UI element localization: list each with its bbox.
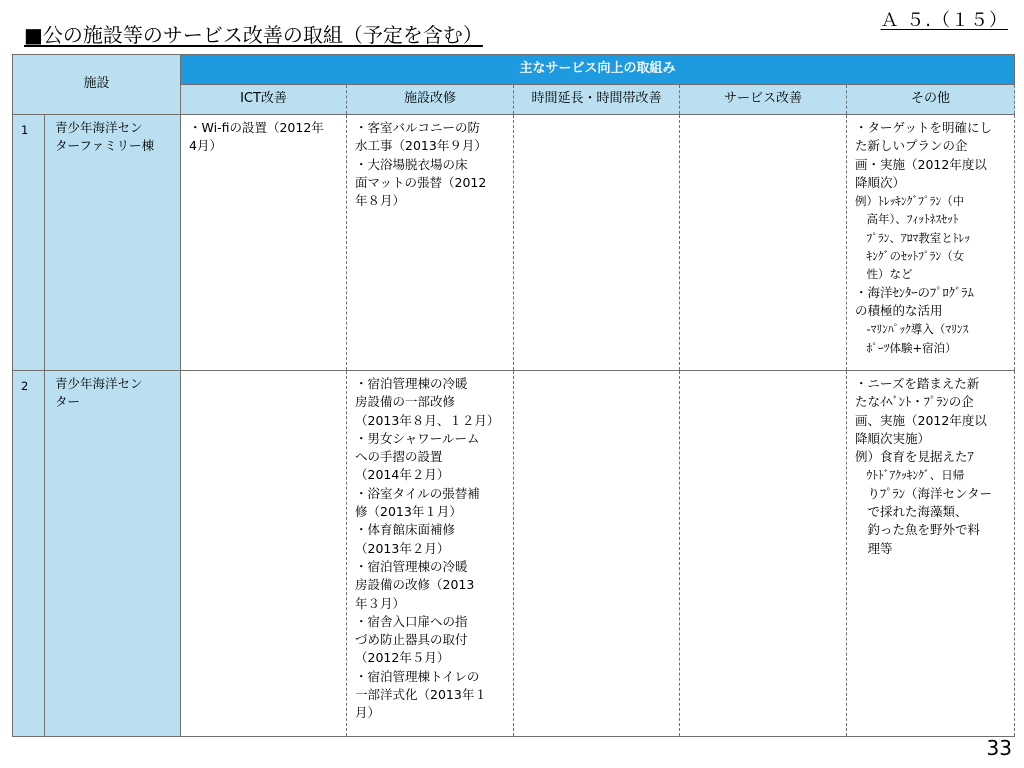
other-line: 降順次実施） xyxy=(855,430,931,446)
group-header: 主なサービス向上の取組み xyxy=(181,55,1015,85)
renovation-line: ・浴室タイルの張替補 xyxy=(355,485,480,501)
column-header-other: その他 xyxy=(847,85,1015,115)
renovation-line: ・大浴場脱衣場の床 xyxy=(355,156,468,172)
column-header-renovation: 施設改修 xyxy=(347,85,514,115)
service-improvement-table xyxy=(12,54,1015,737)
renovation-line: ・男女シャワールーム xyxy=(355,430,480,446)
other-line: ｷﾝｸﾞのｾｯﾄﾌﾟﾗﾝ（女 xyxy=(855,249,965,264)
other-line: 釣った魚を野外で料 xyxy=(855,522,981,538)
renovation-line: 月） xyxy=(355,705,381,721)
other-line: ﾌﾟﾗﾝ、ｱﾛﾏ教室とﾄﾚｯ xyxy=(855,230,971,245)
other-cell xyxy=(847,115,1015,371)
other-line: ｳﾄﾄﾞｱｸｯｷﾝｸﾞ、日帰 xyxy=(855,468,965,483)
table-row xyxy=(13,115,1015,371)
service-cell xyxy=(680,115,847,371)
page-title: ■公の施設等のサービス改善の取組（予定を含む） xyxy=(24,23,483,47)
other-line: ・ターゲットを明確にし xyxy=(855,120,993,135)
other-line: 画・実施（2012年度以 xyxy=(855,156,987,172)
other-line: 性）など xyxy=(855,267,913,282)
renovation-line: ・宿泊管理棟トイレの xyxy=(355,668,480,684)
renovation-line: づめ防止器具の取付 xyxy=(355,632,468,648)
renovation-line: 修（2013年１月） xyxy=(355,504,462,520)
other-line: -ﾏﾘﾝﾊﾟｯｸ導入（ﾏﾘﾝｽ xyxy=(855,322,969,337)
ict-line: 4月） xyxy=(189,138,222,154)
renovation-line: 年８月） xyxy=(355,193,406,209)
renovation-line: ・宿泊管理棟の冷暖 xyxy=(355,558,468,574)
renovation-line: ・客室バルコニーの防 xyxy=(355,120,481,135)
renovation-line: （2013年８月、１２月） xyxy=(355,412,500,428)
page-number: 33 xyxy=(986,736,1012,760)
other-line: 例）食育を見据えたｱ xyxy=(855,449,974,465)
other-line: ・ニーズを踏まえた新 xyxy=(855,376,980,391)
facility-header: 施設 xyxy=(13,55,181,115)
other-line: ﾎﾟｰﾂ体験+宿泊） xyxy=(855,340,957,355)
row-number: 1 xyxy=(13,115,45,371)
other-line: で採れた海藻類、 xyxy=(855,504,968,520)
other-line: 画、実施（2012年度以 xyxy=(855,412,987,428)
service-cell xyxy=(680,371,847,737)
hours-cell xyxy=(514,371,680,737)
renovation-line: （2013年２月） xyxy=(355,540,450,556)
other-line: 高年）、ﾌｨｯﾄﾈｽｾｯﾄ xyxy=(855,212,959,227)
renovation-line: 年３月） xyxy=(355,595,406,611)
ict-cell xyxy=(181,115,347,371)
renovation-line: 房設備の一部改修 xyxy=(355,394,456,410)
renovation-line: ・体育館床面補修 xyxy=(355,522,456,538)
other-line: 理等 xyxy=(855,540,893,556)
renovation-line: 水工事（2013年９月） xyxy=(355,138,487,154)
renovation-line: ・宿舎入口扉への指 xyxy=(355,613,468,629)
facility-name-line: 青少年海洋セン xyxy=(55,120,143,135)
other-line: た新しいプランの企 xyxy=(855,138,968,154)
facility-name-line: ター xyxy=(55,394,81,410)
ict-cell xyxy=(181,371,347,737)
facility-name-line: 青少年海洋セン xyxy=(55,376,143,391)
renovation-line: （2014年２月） xyxy=(355,467,450,483)
other-cell xyxy=(847,371,1015,737)
column-header-hours: 時間延長・時間帯改善 xyxy=(514,85,680,115)
renovation-cell xyxy=(347,371,514,737)
renovation-line: 一部洋式化（2013年１ xyxy=(355,687,487,703)
renovation-line: への手摺の設置 xyxy=(355,449,443,465)
other-line: 降順次） xyxy=(855,174,906,190)
other-line: の積極的な活用 xyxy=(855,302,943,318)
other-line: りﾌﾟﾗﾝ（海洋センター xyxy=(855,485,993,501)
other-line: たなｲﾍﾞﾝﾄ・ﾌﾟﾗﾝの企 xyxy=(855,394,974,410)
column-header-ict: ICT改善 xyxy=(181,85,347,115)
page-reference: Ａ ５.（１５） xyxy=(880,10,1008,31)
other-line: ・海洋ｾﾝﾀｰのﾌﾟﾛｸﾞﾗﾑ xyxy=(855,284,974,300)
header-row-group xyxy=(13,55,1015,85)
renovation-line: （2012年５月） xyxy=(355,650,450,666)
row-number: 2 xyxy=(13,371,45,737)
facility-name-cell xyxy=(45,115,181,371)
renovation-line: ・宿泊管理棟の冷暖 xyxy=(355,376,468,391)
table-row xyxy=(13,371,1015,737)
renovation-line: 面マットの張替（2012 xyxy=(355,174,487,190)
column-header-service: サービス改善 xyxy=(680,85,847,115)
facility-name-cell xyxy=(45,371,181,737)
renovation-line: 房設備の改修（2013 xyxy=(355,577,475,593)
facility-name-line: ターファミリー棟 xyxy=(55,138,155,154)
other-line: 例）ﾄﾚｯｷﾝｸﾞﾌﾟﾗﾝ（中 xyxy=(855,194,965,209)
hours-cell xyxy=(514,115,680,371)
ict-line: ・Wi-fiの設置（2012年 xyxy=(189,120,324,135)
renovation-cell xyxy=(347,115,514,371)
